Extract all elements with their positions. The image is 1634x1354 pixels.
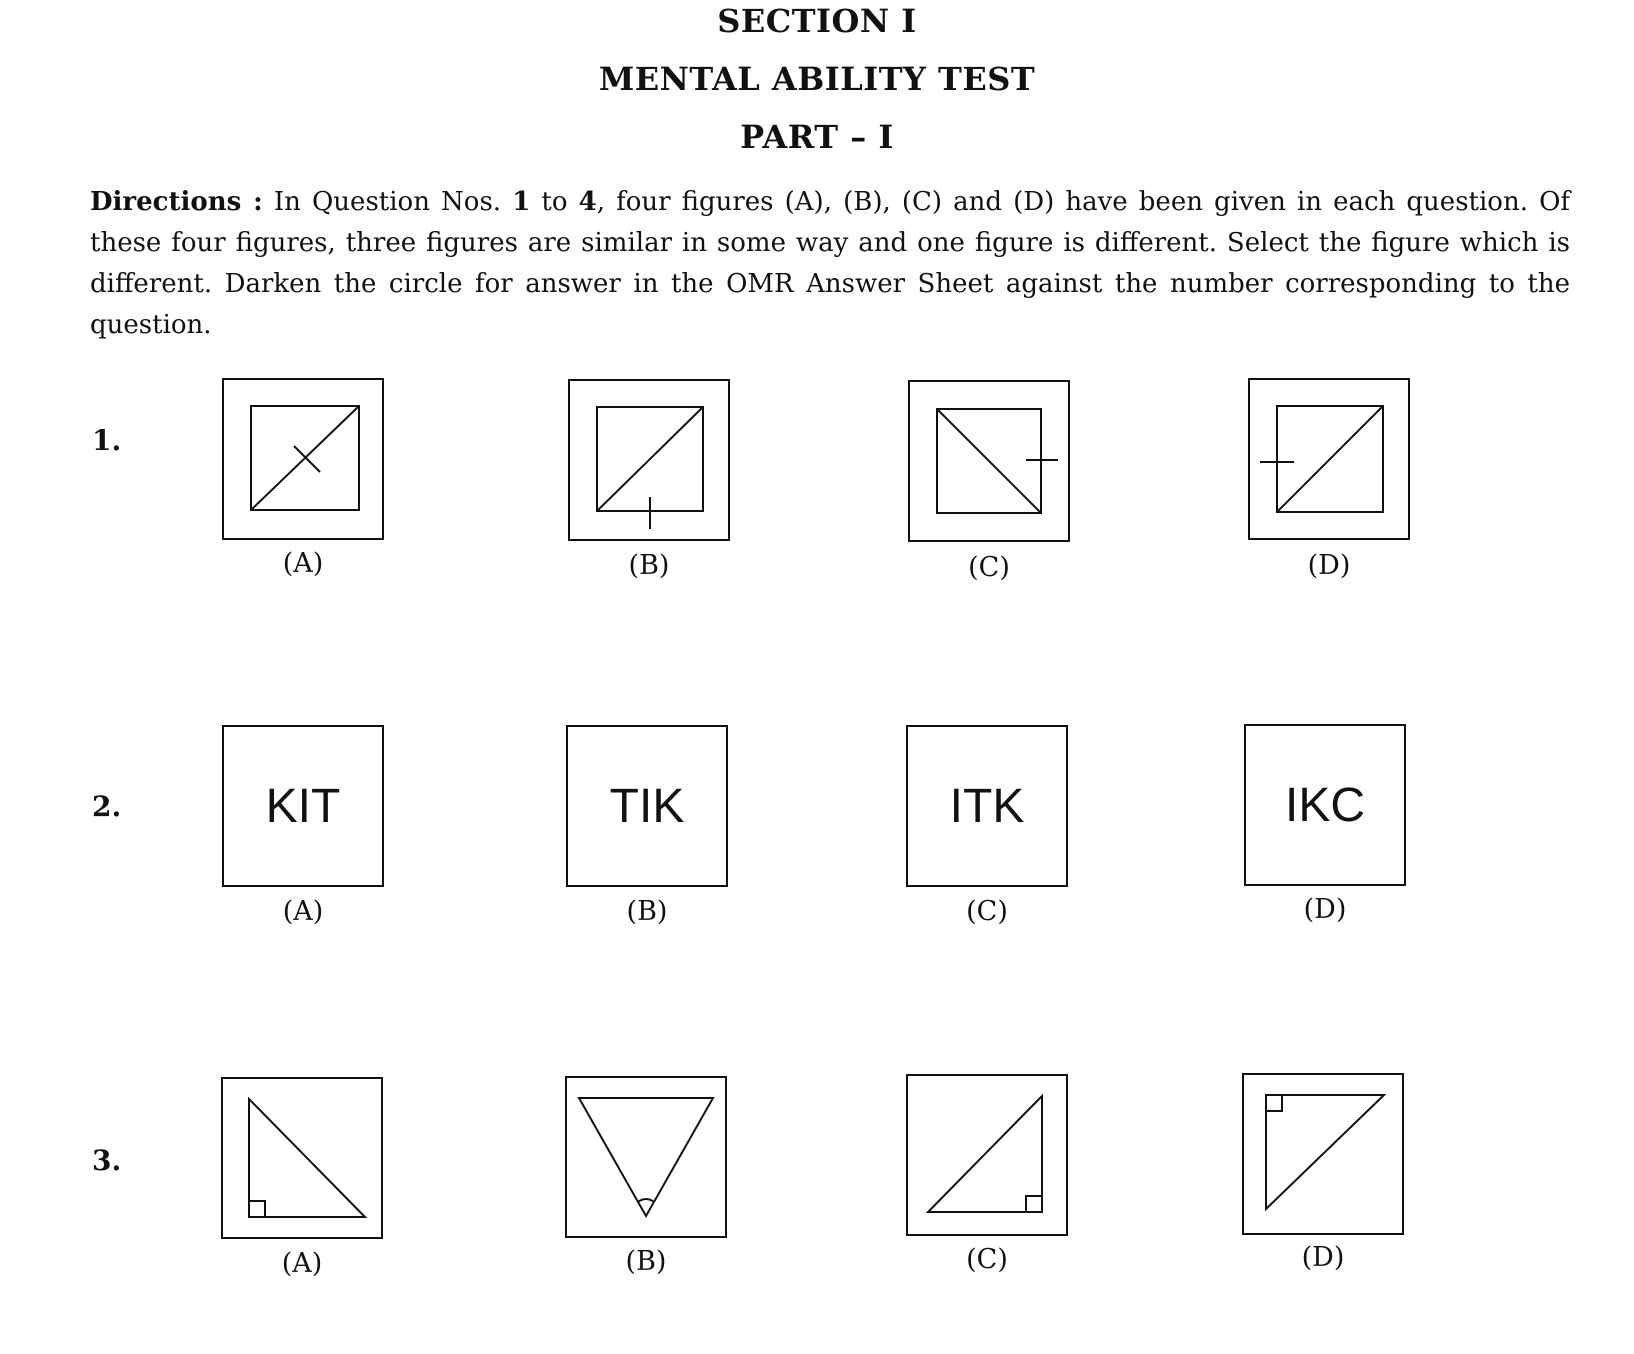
- inverted-triangle-icon: [567, 1078, 725, 1236]
- square-diagonal-plus-bottom-icon: [570, 381, 728, 539]
- directions-label: Directions :: [90, 187, 263, 217]
- right-triangle-top-left-icon: [1244, 1075, 1402, 1233]
- q2-figure-c[interactable]: [906, 725, 1068, 887]
- q2-figure-c-text: ITK: [949, 779, 1025, 833]
- q3-figure-b[interactable]: [565, 1076, 727, 1238]
- q3-figure-a[interactable]: [221, 1077, 383, 1239]
- square-diagonal-cross-icon: [224, 380, 382, 538]
- q3-figure-d[interactable]: [1242, 1073, 1404, 1235]
- directions-text: In Question Nos.: [262, 187, 513, 217]
- q1-option-d-label: (D): [1307, 550, 1351, 581]
- square-diagonal-plus-right-icon: [910, 382, 1068, 540]
- q1-option-c-label: (C): [968, 552, 1010, 583]
- q2-figure-d[interactable]: [1244, 724, 1406, 886]
- q1-figure-d[interactable]: [1248, 378, 1410, 540]
- question-number-1: 1.: [92, 424, 122, 457]
- q1-figure-b[interactable]: [568, 379, 730, 541]
- q2-figure-b[interactable]: [566, 725, 728, 887]
- q3-figure-c[interactable]: [906, 1074, 1068, 1236]
- section-heading: SECTION I: [717, 2, 917, 40]
- q2-option-d-label: (D): [1303, 894, 1347, 925]
- square-diagonal-plus-left-icon: [1250, 380, 1408, 538]
- q2-option-b-label: (B): [626, 896, 668, 927]
- question-number-2: 2.: [92, 790, 122, 823]
- q2-figure-d-text: IKC: [1284, 778, 1365, 832]
- q3-option-a-label: (A): [281, 1248, 323, 1279]
- q3-option-d-label: (D): [1301, 1242, 1345, 1273]
- q1-figure-c[interactable]: [908, 380, 1070, 542]
- q3-option-b-label: (B): [625, 1246, 667, 1277]
- q1-figure-a[interactable]: [222, 378, 384, 540]
- question-number-3: 3.: [92, 1144, 122, 1177]
- q2-option-c-label: (C): [966, 896, 1008, 927]
- right-triangle-bottom-left-icon: [223, 1079, 381, 1237]
- question-range-end: 4: [578, 187, 597, 217]
- directions-text: to: [530, 187, 579, 217]
- q1-option-a-label: (A): [282, 548, 324, 579]
- q2-figure-b-text: TIK: [609, 779, 685, 833]
- part-heading: PART – I: [740, 118, 894, 156]
- directions-paragraph: [90, 182, 1570, 346]
- q2-figure-a-text: KIT: [265, 779, 341, 833]
- q2-figure-a[interactable]: [222, 725, 384, 887]
- q1-option-b-label: (B): [628, 550, 670, 581]
- q2-option-a-label: (A): [282, 896, 324, 927]
- test-title: MENTAL ABILITY TEST: [598, 60, 1036, 98]
- directions-text: , four figures (A), (B), (C) and (D) have been given in each question. Of these four figures, three figures are similar in some way and one figure is different. Select the figure which is different. Darken the circle for answer in the OMR Answer Sheet against the number corresponding to the question.: [90, 187, 1571, 340]
- question-range-start: 1: [512, 187, 531, 217]
- right-triangle-bottom-right-icon: [908, 1076, 1066, 1234]
- q3-option-c-label: (C): [966, 1244, 1008, 1275]
